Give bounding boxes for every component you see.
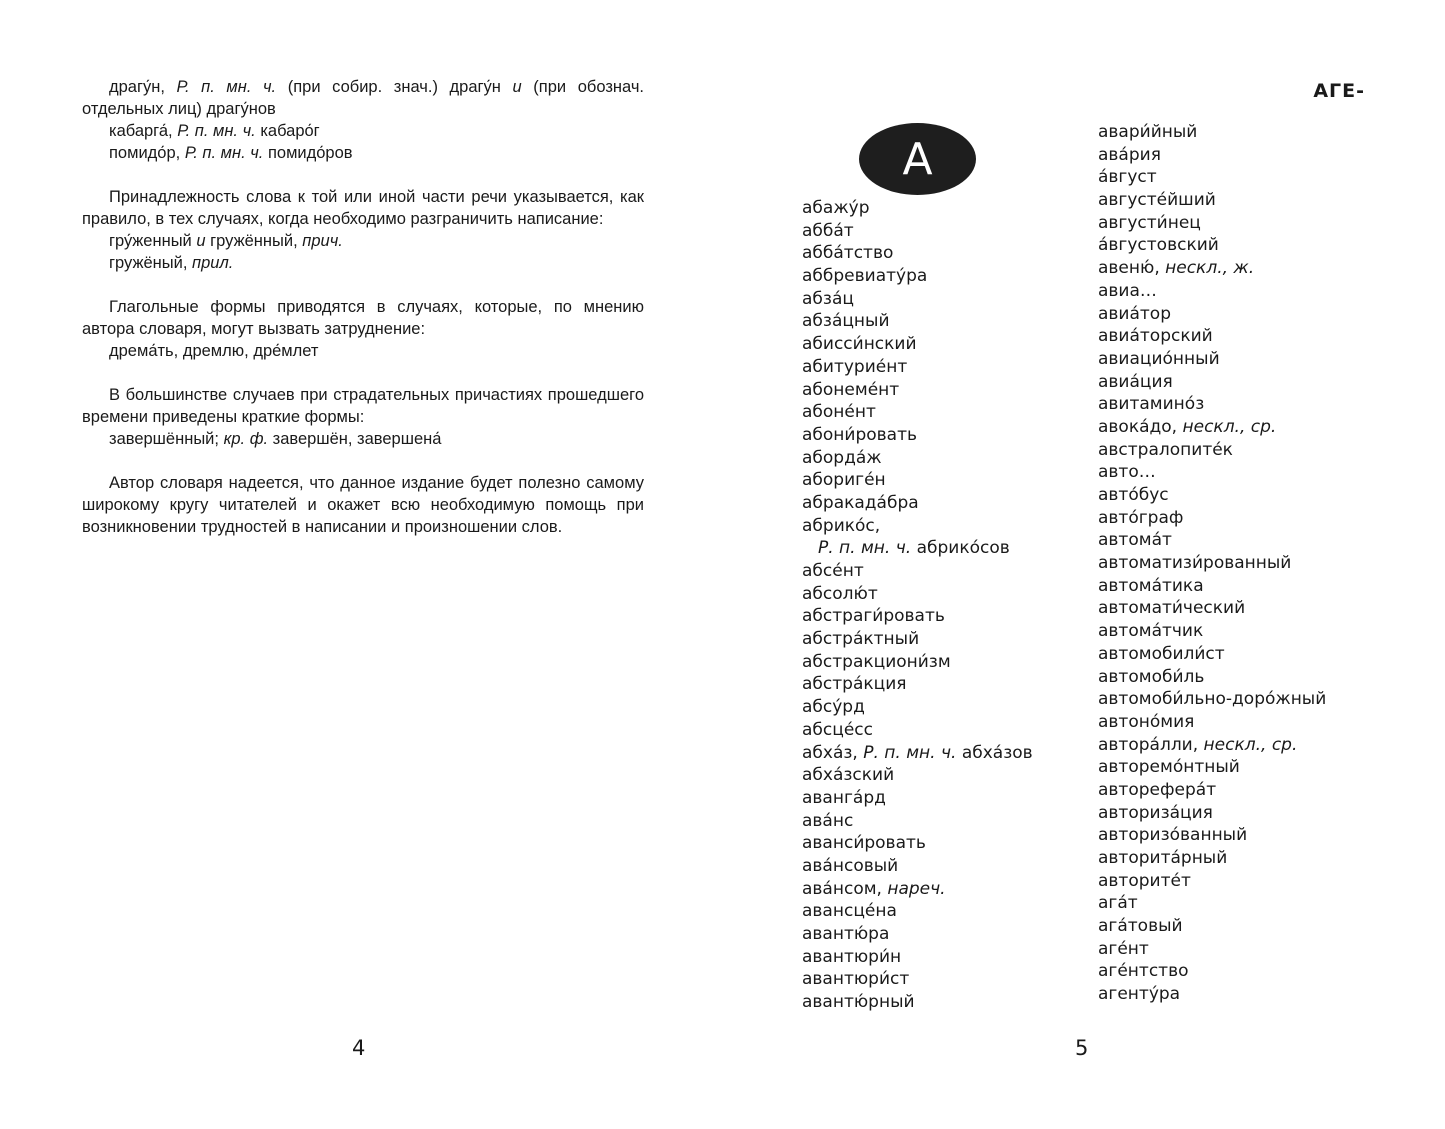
headword: августи́нец: [1098, 212, 1201, 233]
grammar-note: Р. п. мн. ч.: [818, 538, 912, 559]
headword: абисси́нский: [802, 334, 917, 355]
headword: а́вгустовский: [1098, 235, 1219, 256]
dictionary-entry: [1098, 643, 1326, 666]
headword: авториза́ция: [1098, 802, 1213, 823]
dictionary-entry: [802, 242, 1033, 265]
dictionary-entry: [802, 379, 1033, 402]
entries-column-1: [802, 197, 1033, 1014]
dictionary-entry: [802, 537, 1033, 560]
headword: авиа́ция: [1098, 371, 1173, 392]
dictionary-entry: [802, 991, 1033, 1014]
headword: абза́цный: [802, 311, 890, 332]
dictionary-entry: [1098, 325, 1326, 348]
headword: автомоби́льно-доро́жный: [1098, 689, 1327, 710]
headword: абстраги́ровать: [802, 606, 945, 627]
headword: автора́лли,: [1098, 734, 1204, 755]
dictionary-entry: [802, 832, 1033, 855]
dictionary-entry: [1098, 416, 1326, 439]
dictionary-entry: [1098, 393, 1326, 416]
intro-example: [82, 340, 644, 362]
headword: абстракциони́зм: [802, 651, 951, 672]
paragraph-gap: [82, 164, 644, 186]
intro-text: [82, 76, 644, 538]
headword: абонеме́нт: [802, 379, 900, 400]
headword: авантю́ра: [802, 924, 890, 944]
headword: ага́т: [1098, 893, 1138, 914]
dictionary-entry: [802, 719, 1033, 742]
headword: авангáрд: [802, 787, 886, 808]
dictionary-entry: [802, 651, 1033, 674]
intro-example: [82, 230, 644, 252]
intro-paragraph: [82, 384, 644, 428]
headword: абсе́нт: [802, 561, 864, 581]
dictionary-entry: [802, 923, 1033, 946]
headword: авиацио́нный: [1098, 348, 1220, 369]
dictionary-entry: [802, 560, 1033, 583]
headword: августе́йший: [1098, 190, 1216, 211]
headword: абба́тство: [802, 243, 894, 264]
dictionary-entry: [1098, 371, 1326, 394]
headword: агенту́ра: [1098, 984, 1181, 1005]
dictionary-entry: [1098, 257, 1326, 280]
dictionary-entry: [802, 855, 1033, 878]
intro-example: [82, 428, 644, 450]
headword: аванси́ровать: [802, 833, 926, 854]
dictionary-entry: [1098, 756, 1326, 779]
text-run: Принадлежность слова к той или иной части речи указывается, как правило, в тех случаях, когда необходимо разграничить написание:: [82, 188, 644, 228]
dictionary-entry: [802, 605, 1033, 628]
dictionary-entry: [802, 628, 1033, 651]
dictionary-entry: [802, 696, 1033, 719]
headword: авторита́рный: [1098, 848, 1228, 868]
headword: авто́бус: [1098, 485, 1169, 505]
grammar-note: кр. ф.: [223, 430, 269, 448]
headword: абстра́ктный: [802, 629, 920, 650]
dictionary-entry: [802, 673, 1033, 696]
headword: абба́т: [802, 220, 854, 241]
intro-paragraph: [82, 186, 644, 230]
headword: авторите́т: [1098, 870, 1191, 891]
dictionary-entry: [802, 197, 1033, 220]
headword: абсолю́т: [802, 583, 878, 604]
headword: абитурие́нт: [802, 356, 908, 377]
headword: авто́граф: [1098, 507, 1184, 528]
dictionary-entry: [1098, 688, 1326, 711]
dictionary-entry: [1098, 892, 1326, 915]
dictionary-entry: [802, 265, 1033, 288]
inflected-form: абха́зов: [956, 742, 1033, 763]
dictionary-entry: [802, 447, 1033, 470]
dictionary-entry: [802, 310, 1033, 333]
paragraph-gap: [82, 274, 644, 296]
dictionary-entry: [1098, 166, 1326, 189]
headword: абха́з,: [802, 742, 864, 763]
text-run: В большинстве случаев при страдательных причастиях прошедшего времени приведены краткие формы:: [82, 386, 644, 426]
headword: абсце́сс: [802, 719, 873, 740]
text-run: гру́женный: [109, 232, 197, 250]
grammar-note: прич.: [302, 232, 343, 250]
dictionary-entry: [1098, 484, 1326, 507]
running-head: АГЕ-: [1313, 80, 1365, 102]
dictionary-entry: [1098, 575, 1326, 598]
dictionary-entry: [802, 220, 1033, 243]
intro-paragraph: [82, 296, 644, 340]
left-page: [0, 0, 722, 1129]
grammar-note: и: [196, 232, 206, 250]
headword: абрико́с,: [802, 515, 881, 536]
headword: авто…: [1098, 462, 1156, 483]
headword: абха́зский: [802, 765, 895, 786]
text-run: помидо́р,: [109, 144, 185, 162]
headword: абориге́н: [802, 470, 886, 491]
section-letter-badge: А: [859, 123, 976, 195]
headword: абза́ц: [802, 288, 854, 309]
grammar-note: нескл., ж.: [1165, 258, 1255, 279]
headword: авантю́рный: [802, 992, 915, 1013]
headword: автома́тчик: [1098, 621, 1204, 642]
headword: авторизо́ванный: [1098, 825, 1248, 846]
dictionary-entry: [1098, 915, 1326, 938]
dictionary-entry: [1098, 666, 1326, 689]
paragraph-gap: [82, 362, 644, 384]
headword: абстра́кция: [802, 674, 907, 695]
dictionary-entry: [1098, 847, 1326, 870]
dictionary-entry: [802, 764, 1033, 787]
dictionary-entry: [1098, 121, 1326, 144]
headword: автоно́мия: [1098, 711, 1195, 732]
dictionary-entry: [1098, 824, 1326, 847]
intro-example: [82, 142, 644, 164]
headword: авитамино́з: [1098, 394, 1205, 415]
headword: авантюри́н: [802, 946, 902, 967]
dictionary-entry: [802, 946, 1033, 969]
dictionary-entry: [802, 333, 1033, 356]
grammar-note: нареч.: [887, 878, 946, 899]
headword: ава́нсовый: [802, 855, 899, 876]
text-run: Глагольные формы приводятся в случаях, которые, по мнению автора словаря, могут вызвать затруднение:: [82, 298, 644, 338]
intro-example: [82, 120, 644, 142]
text-run: Автор словаря надеется, что данное издание будет полезно самому широкому кругу читателей и окажет всю необходимую помощь при возникновении трудностей в написании и произношении слов.: [82, 474, 644, 536]
headword: автомати́ческий: [1098, 598, 1246, 619]
dictionary-entry: [1098, 189, 1326, 212]
dictionary-entry: [1098, 507, 1326, 530]
headword: авторефера́т: [1098, 779, 1217, 800]
headword: автомобили́ст: [1098, 643, 1225, 664]
page-number-left: 4: [352, 1036, 366, 1060]
headword: австралопите́к: [1098, 439, 1233, 460]
headword: авиа́тор: [1098, 303, 1171, 324]
right-page: [722, 0, 1445, 1129]
dictionary-entry: [802, 742, 1033, 765]
headword: авиа…: [1098, 280, 1157, 301]
text-run: (при обознач. отдельных лиц) драгу́нов: [82, 78, 645, 118]
text-run: завершённый;: [109, 430, 224, 448]
text-run: дрема́ть, дремлю, дре́млет: [109, 342, 319, 360]
headword: ава́нс: [802, 810, 854, 831]
headword: ава́рия: [1098, 144, 1161, 165]
headword: автома́т: [1098, 530, 1172, 551]
dictionary-entry: [1098, 597, 1326, 620]
text-run: кабарга́,: [109, 122, 178, 140]
grammar-note: Р. п. мн. ч.: [863, 742, 957, 763]
dictionary-entry: [1098, 802, 1326, 825]
headword: абракада́бра: [802, 492, 919, 513]
headword: авиа́торский: [1098, 326, 1213, 347]
dictionary-entry: [1098, 734, 1326, 757]
dictionary-entry: [1098, 620, 1326, 643]
dictionary-entry: [802, 469, 1033, 492]
dictionary-entry: [802, 356, 1033, 379]
intro-paragraph: [82, 472, 644, 538]
dictionary-entry: [802, 968, 1033, 991]
dictionary-entry: [802, 515, 1033, 538]
headword: авансце́на: [802, 901, 897, 922]
headword: абоне́нт: [802, 402, 876, 423]
dictionary-entry: [1098, 529, 1326, 552]
dictionary-entry: [1098, 234, 1326, 257]
entries-column-2: [1098, 121, 1326, 1006]
headword: авари́йный: [1098, 122, 1198, 142]
intro-paragraph: [82, 76, 644, 120]
headword: ава́нсом,: [802, 878, 888, 899]
headword: абони́ровать: [802, 424, 918, 445]
text-run: гружённый,: [205, 232, 303, 250]
dictionary-entry: [1098, 552, 1326, 575]
dictionary-entry: [1098, 960, 1326, 983]
dictionary-entry: [1098, 870, 1326, 893]
dictionary-entry: [1098, 212, 1326, 235]
grammar-note: Р. п. мн. ч.: [184, 144, 264, 162]
text-run: помидо́ров: [263, 144, 353, 162]
dictionary-entry: [1098, 348, 1326, 371]
headword: абажу́р: [802, 198, 870, 218]
headword: аборда́ж: [802, 447, 882, 468]
text-run: кабаро́г: [255, 122, 320, 140]
headword: аге́нтство: [1098, 961, 1189, 982]
headword: автомоби́ль: [1098, 666, 1205, 687]
dictionary-entry: [802, 878, 1033, 901]
headword: автома́тика: [1098, 575, 1204, 596]
text-run: гружёный,: [109, 254, 193, 272]
grammar-note: и: [512, 78, 522, 96]
dictionary-entry: [802, 492, 1033, 515]
grammar-note: прил.: [192, 254, 234, 272]
headword: авторемо́нтный: [1098, 757, 1240, 778]
grammar-note: Р. п. мн. ч.: [177, 122, 256, 140]
headword: авеню́,: [1098, 258, 1166, 279]
dictionary-entry: [802, 424, 1033, 447]
dictionary-entry: [802, 900, 1033, 923]
grammar-note: нескл., ср.: [1182, 416, 1277, 437]
dictionary-entry: [802, 787, 1033, 810]
headword: авока́до,: [1098, 416, 1183, 437]
intro-example: [82, 252, 644, 274]
dictionary-entry: [1098, 779, 1326, 802]
dictionary-entry: [802, 810, 1033, 833]
dictionary-entry: [802, 288, 1033, 311]
paragraph-gap: [82, 450, 644, 472]
dictionary-entry: [1098, 439, 1326, 462]
dictionary-entry: [1098, 983, 1326, 1006]
text-run: (при собир. знач.) драгу́н: [276, 78, 513, 96]
headword: авантюри́ст: [802, 969, 910, 990]
headword: ага́товый: [1098, 916, 1183, 937]
inflected-form: абрико́сов: [911, 538, 1010, 559]
dictionary-entry: [1098, 461, 1326, 484]
headword: аббревиату́ра: [802, 266, 928, 287]
dictionary-entry: [1098, 280, 1326, 303]
grammar-note: Р. п. мн. ч.: [176, 78, 277, 96]
headword: абсу́рд: [802, 697, 865, 718]
headword: аге́нт: [1098, 938, 1149, 959]
dictionary-entry: [1098, 938, 1326, 961]
text-run: драгу́н,: [109, 78, 177, 96]
dictionary-entry: [1098, 144, 1326, 167]
dictionary-entry: [1098, 303, 1326, 326]
dictionary-entry: [802, 401, 1033, 424]
headword: автоматизи́рованный: [1098, 553, 1292, 574]
dictionary-entry: [802, 583, 1033, 606]
headword: а́вгуст: [1098, 167, 1157, 188]
text-run: завершён, завершена́: [268, 430, 442, 448]
dictionary-entry: [1098, 711, 1326, 734]
grammar-note: нескл., ср.: [1203, 734, 1298, 755]
page-number-right: 5: [1075, 1036, 1089, 1060]
